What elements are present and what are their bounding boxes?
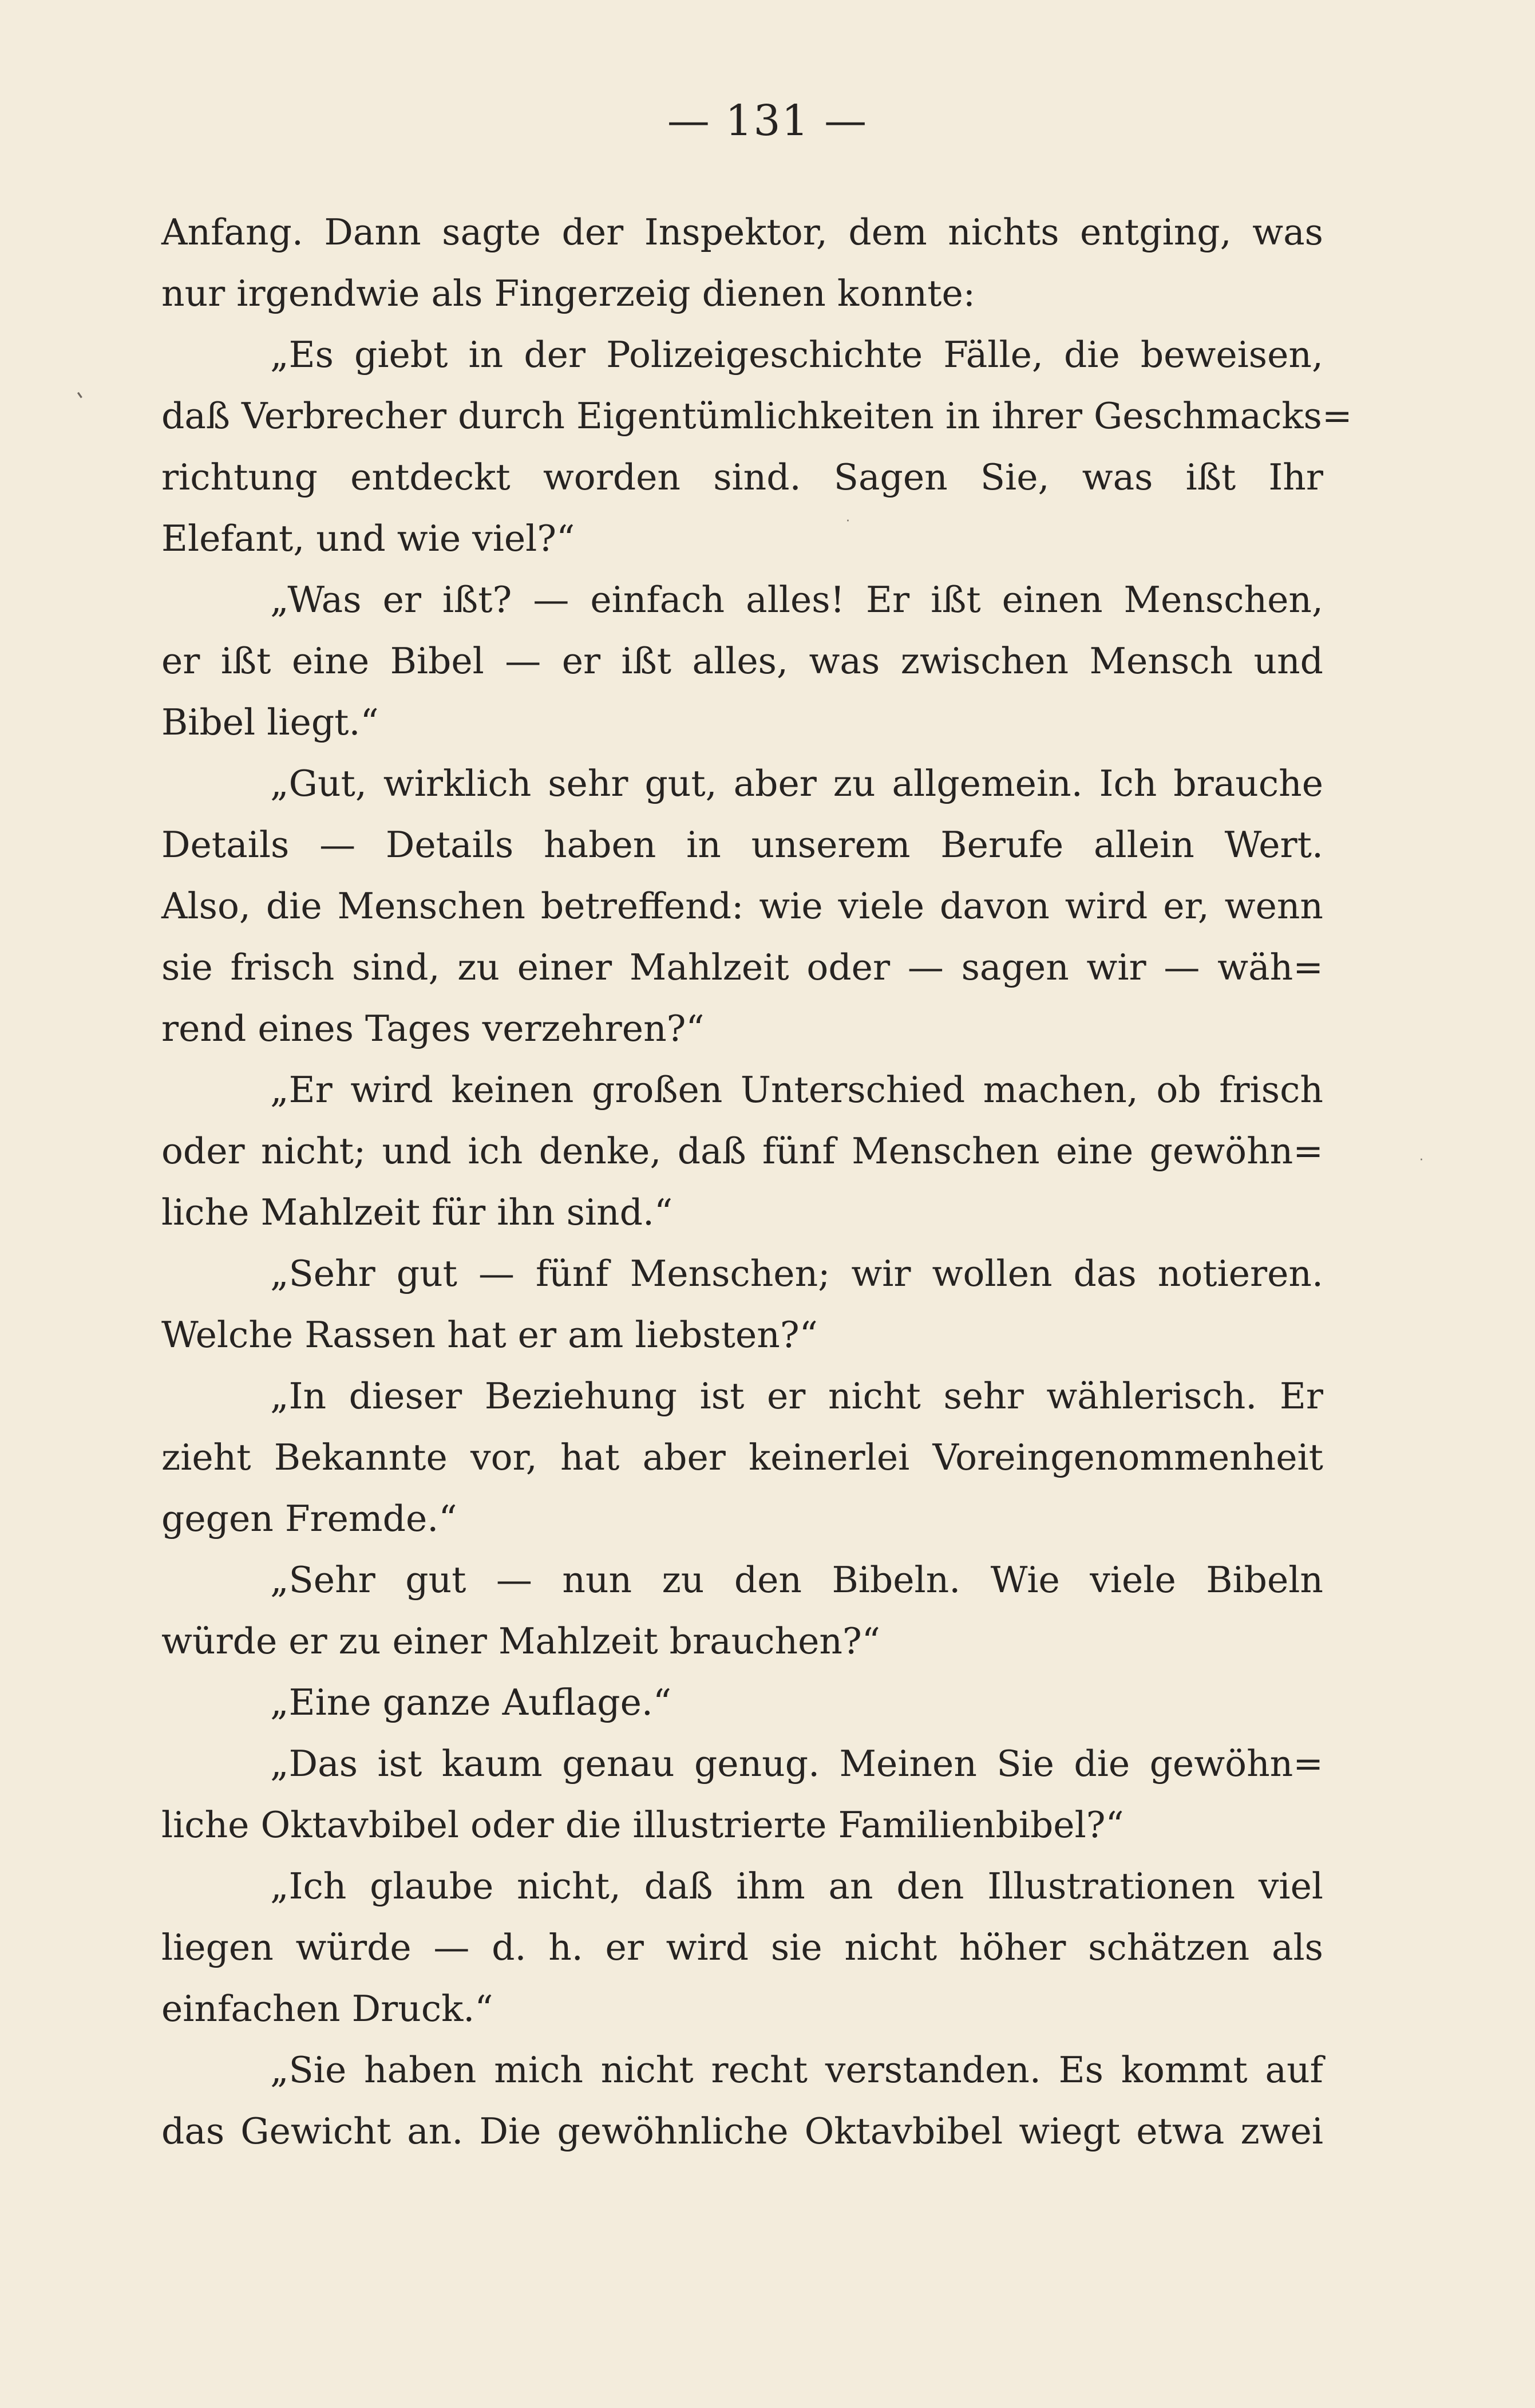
text-line: Elefant, und wie viel?“: [161, 518, 575, 559]
text-line: sie frisch sind, zu einer Mahlzeit oder — sagen wir — wäh=: [161, 946, 1323, 988]
text-line: „Gut, wirklich sehr gut, aber zu allgemein. Ich brauche: [270, 763, 1323, 804]
text-line: oder nicht; und ich denke, daß fünf Menschen eine gewöhn=: [161, 1130, 1323, 1172]
margin-speck: ·: [1419, 1153, 1423, 1167]
margin-speck: ': [73, 388, 94, 413]
text-line: Also, die Menschen betreffend: wie viele davon wird er, wenn: [161, 885, 1323, 927]
text-line: einfachen Druck.“: [161, 1988, 493, 2030]
text-line: Details — Details haben in unserem Berufe allein Wert.: [161, 824, 1323, 866]
text-line: „Ich glaube nicht, daß ihm an den Illustrationen viel: [270, 1865, 1323, 1907]
text-line: das Gewicht an. Die gewöhnliche Oktavbibel wiegt etwa zwei: [161, 2110, 1323, 2152]
text-line: Welche Rassen hat er am liebsten?“: [161, 1314, 818, 1356]
text-line: „Was er ißt? — einfach alles! Er ißt einen Menschen,: [270, 579, 1323, 621]
text-line: nur irgendwie als Fingerzeig dienen konnte:: [161, 273, 975, 314]
margin-speck: ·: [846, 514, 850, 528]
text-line: er ißt eine Bibel — er ißt alles, was zwischen Mensch und: [161, 640, 1323, 682]
text-line: liegen würde — d. h. er wird sie nicht höher schätzen als: [161, 1927, 1323, 1968]
text-line: daß Verbrecher durch Eigentümlichkeiten in ihrer Geschmacks=: [161, 395, 1352, 437]
text-line: „Es giebt in der Polizeigeschichte Fälle, die beweisen,: [270, 334, 1323, 376]
text-line: zieht Bekannte vor, hat aber keinerlei Voreingenommenheit: [161, 1436, 1323, 1478]
text-line: richtung entdeckt worden sind. Sagen Sie, was ißt Ihr: [161, 456, 1323, 498]
text-line: „Eine ganze Auflage.“: [270, 1681, 672, 1723]
text-line: „Er wird keinen großen Unterschied machen, ob frisch: [270, 1069, 1323, 1111]
text-line: Anfang. Dann sagte der Inspektor, dem nichts entging, was: [161, 211, 1323, 253]
text-line: gegen Fremde.“: [161, 1498, 457, 1539]
text-line: rend eines Tages verzehren?“: [161, 1008, 705, 1049]
text-line: „Das ist kaum genau genug. Meinen Sie die gewöhn=: [270, 1743, 1323, 1785]
page-number: — 131 —: [667, 96, 868, 145]
text-line: Bibel liegt.“: [161, 701, 379, 743]
body-text: [161, 202, 1352, 2162]
text-line: „In dieser Beziehung ist er nicht sehr wählerisch. Er: [270, 1375, 1323, 1417]
text-line: „Sehr gut — fünf Menschen; wir wollen das notieren.: [270, 1253, 1323, 1294]
text-line: würde er zu einer Mahlzeit brauchen?“: [161, 1620, 880, 1662]
text-line: liche Oktavbibel oder die illustrierte Familienbibel?“: [161, 1804, 1124, 1846]
text-line: „Sehr gut — nun zu den Bibeln. Wie viele Bibeln: [270, 1559, 1323, 1601]
text-line: „Sie haben mich nicht recht verstanden. Es kommt auf: [270, 2049, 1323, 2091]
text-line: liche Mahlzeit für ihn sind.“: [161, 1191, 673, 1233]
